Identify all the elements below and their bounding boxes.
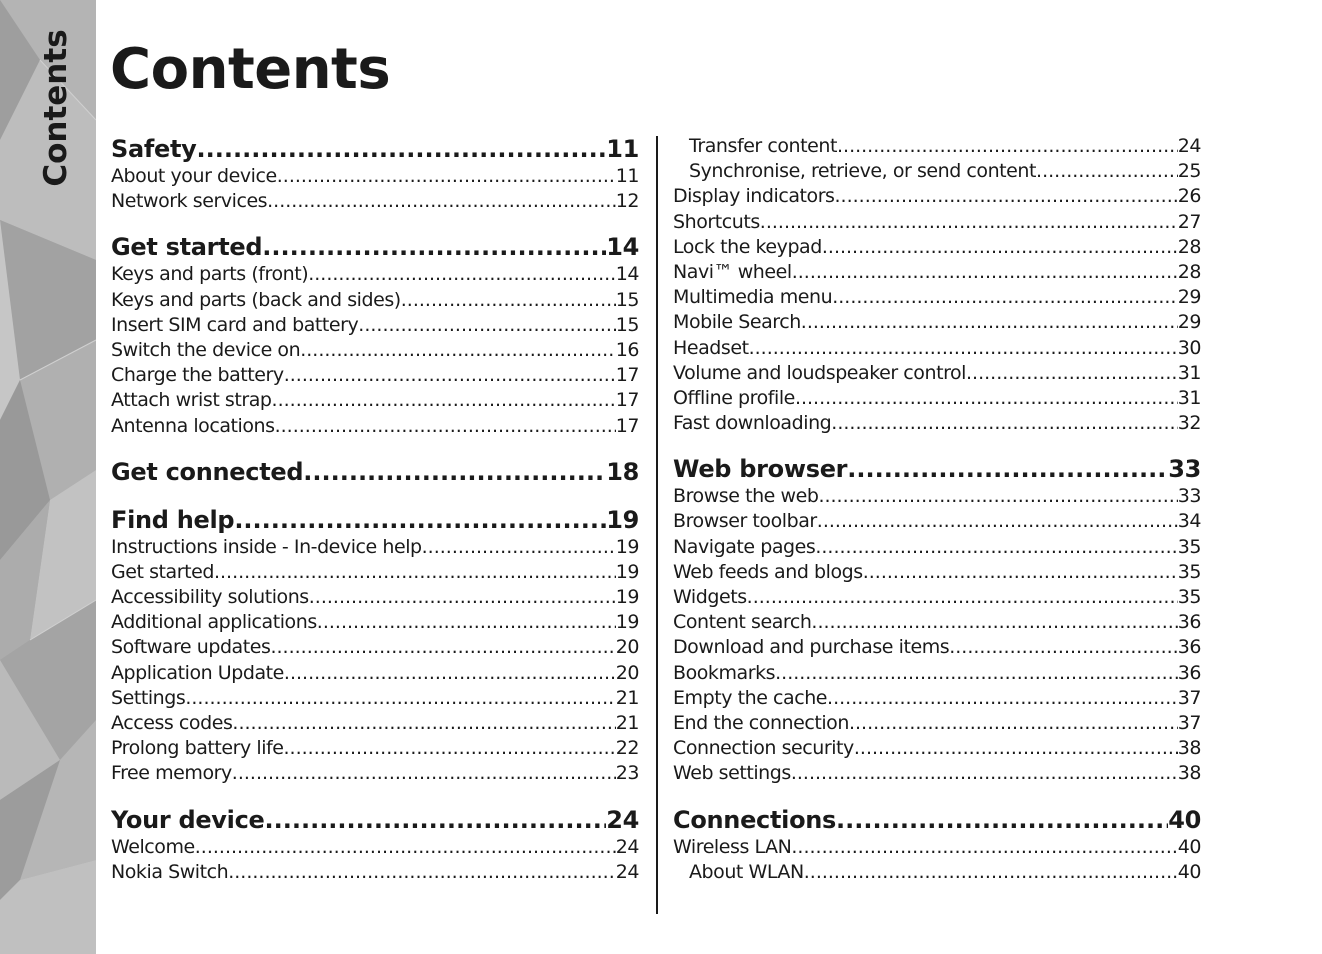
toc-item-entry [111, 262, 639, 287]
toc-dot-leader [422, 535, 616, 560]
toc-entry-title: Empty the cache [673, 686, 828, 709]
toc-section-entry [111, 134, 639, 164]
toc-entry-title: Software updates [111, 636, 271, 659]
toc-entry-title: Navi™ wheel [673, 260, 792, 283]
toc-page-number: 11 [606, 135, 639, 163]
toc-entry-title: Attach wrist strap [111, 389, 272, 412]
toc-entry-title: Content search [673, 611, 812, 634]
toc-item-entry [673, 484, 1201, 509]
toc-item-entry [111, 585, 639, 610]
toc-dot-leader [228, 860, 616, 885]
toc-page-number: 19 [615, 560, 639, 583]
toc-dot-leader [854, 736, 1178, 761]
toc-entry-title: Network services [111, 190, 268, 213]
toc-dot-leader [832, 285, 1178, 310]
toc-dot-leader [817, 509, 1178, 534]
toc-entry-title: Lock the keypad [673, 235, 822, 258]
toc-item-entry [111, 414, 639, 439]
toc-item-entry [673, 210, 1201, 235]
toc-page-number: 31 [1177, 361, 1201, 384]
toc-item-entry [673, 560, 1201, 585]
toc-item-entry [111, 338, 639, 363]
toc-entry-title: Additional applications [111, 611, 317, 634]
toc-entry-title: Wireless LAN [673, 835, 792, 858]
toc-dot-leader [214, 560, 616, 585]
toc-entry-title: Get started [111, 560, 214, 583]
toc-item-entry [673, 235, 1201, 260]
toc-entry-title: Volume and loudspeaker control [673, 361, 967, 384]
toc-entry-title: Free memory [111, 762, 232, 785]
toc-entry-title: Insert SIM card and battery [111, 313, 359, 336]
toc-dot-leader [837, 134, 1178, 159]
toc-entry-title: Display indicators [673, 185, 835, 208]
toc-dot-leader [284, 661, 616, 686]
toc-dot-leader [818, 484, 1177, 509]
toc-section-entry [673, 454, 1201, 484]
toc-dot-leader [863, 560, 1178, 585]
toc-entry-title: Prolong battery life [111, 737, 284, 760]
toc-dot-leader [234, 505, 606, 535]
toc-page-number: 26 [1177, 185, 1201, 208]
toc-dot-leader [801, 310, 1178, 335]
toc-page-number: 21 [615, 686, 639, 709]
toc-subitem-entry [673, 159, 1201, 184]
toc-dot-leader [262, 232, 606, 262]
toc-dot-leader [300, 338, 616, 363]
toc-page-number: 19 [615, 611, 639, 634]
toc-dot-leader [264, 805, 606, 835]
toc-page-number: 37 [1177, 711, 1201, 734]
toc-dot-leader [358, 313, 615, 338]
toc-entry-title: Synchronise, retrieve, or send content [689, 160, 1037, 183]
toc-column-left [111, 134, 639, 885]
toc-entry-title: Web feeds and blogs [673, 560, 863, 583]
toc-entry-title: Get connected [111, 457, 304, 486]
toc-page-number: 34 [1177, 510, 1201, 533]
toc-item-entry [111, 736, 639, 761]
toc-page-number: 32 [1177, 412, 1201, 435]
toc-item-entry [673, 386, 1201, 411]
toc-dot-leader [401, 288, 616, 313]
toc-page-number: 40 [1177, 860, 1201, 883]
toc-entry-title: About your device [111, 165, 277, 187]
toc-page-number: 36 [1177, 636, 1201, 659]
toc-entry-title: Widgets [673, 586, 747, 608]
toc-entry-title: About WLAN [689, 860, 804, 883]
toc-entry-title: Offline profile [673, 386, 795, 409]
toc-entry-title: Antenna locations [111, 414, 275, 437]
toc-dot-leader [232, 711, 615, 736]
toc-page-number: 24 [606, 805, 639, 834]
toc-entry-title: Bookmarks [673, 661, 776, 684]
toc-item-entry [673, 361, 1201, 386]
toc-entry-title: Browser toolbar [673, 510, 817, 533]
toc-page-number: 35 [1177, 586, 1201, 608]
toc-entry-title: Welcome [111, 835, 195, 858]
toc-dot-leader [195, 835, 616, 860]
toc-item-entry [111, 686, 639, 711]
toc-entry-title: Mobile Search [673, 311, 801, 334]
toc-dot-leader [277, 164, 616, 189]
toc-page-number: 29 [1177, 311, 1201, 334]
toc-entry-title: Accessibility solutions [111, 586, 309, 609]
toc-entry-title: Multimedia menu [673, 286, 833, 309]
toc-item-entry [673, 711, 1201, 736]
toc-dot-leader [284, 736, 616, 761]
toc-item-entry [111, 835, 639, 860]
toc-item-entry [111, 560, 639, 585]
toc-item-entry [111, 610, 639, 635]
toc-entry-title: Navigate pages [673, 535, 816, 558]
toc-page-number: 20 [615, 661, 639, 684]
toc-page-number: 12 [615, 190, 639, 213]
toc-item-entry [673, 835, 1201, 860]
toc-section-entry [111, 457, 639, 487]
toc-page-number: 29 [1177, 286, 1201, 309]
toc-entry-title: Shortcuts [673, 210, 760, 233]
toc-item-entry [673, 509, 1201, 534]
toc-entry-title: Web settings [673, 762, 791, 785]
toc-page-number: 28 [1177, 235, 1201, 258]
side-tab-label: Contents [38, 29, 74, 187]
toc-dot-leader [775, 661, 1178, 686]
toc-entry-title: Nokia Switch [111, 860, 229, 883]
toc-page-number: 17 [615, 364, 639, 387]
toc-page-number: 33 [1177, 485, 1201, 508]
toc-page-number: 38 [1177, 762, 1201, 785]
toc-page-number: 17 [615, 389, 639, 412]
toc-dot-leader [272, 388, 616, 413]
toc-dot-leader [1036, 159, 1178, 184]
toc-entry-title: Your device [111, 805, 265, 834]
toc-entry-title: Get started [111, 233, 263, 262]
toc-dot-leader [847, 454, 1168, 484]
toc-item-entry [673, 635, 1201, 660]
toc-page-number: 28 [1177, 260, 1201, 283]
toc-dot-leader [749, 336, 1178, 361]
toc-page-number: 40 [1168, 805, 1201, 834]
toc-item-entry [673, 184, 1201, 209]
toc-dot-leader [827, 686, 1178, 711]
toc-page-number: 36 [1177, 661, 1201, 684]
toc-dot-leader [966, 361, 1178, 386]
toc-dot-leader [795, 386, 1178, 411]
toc-entry-title: Connections [673, 805, 837, 834]
toc-page-number: 14 [606, 233, 639, 262]
toc-item-entry [111, 635, 639, 660]
toc-dot-leader [275, 414, 616, 439]
toc-item-entry [111, 164, 639, 189]
side-tab [0, 0, 96, 954]
toc-section-entry [111, 805, 639, 835]
toc-entry-title: Switch the device on [111, 338, 301, 361]
toc-subitem-entry [673, 134, 1201, 159]
toc-dot-leader [308, 262, 616, 287]
toc-item-entry [673, 761, 1201, 786]
toc-dot-leader [197, 134, 607, 164]
toc-page-number: 24 [1177, 135, 1201, 157]
toc-page-number: 35 [1177, 560, 1201, 583]
toc-item-entry [111, 761, 639, 786]
toc-dot-leader [815, 535, 1177, 560]
toc-entry-title: Connection security [673, 737, 854, 760]
toc-entry-title: Safety [111, 135, 197, 163]
toc-item-entry [673, 336, 1201, 361]
toc-entry-title: Fast downloading [673, 412, 832, 435]
toc-item-entry [111, 711, 639, 736]
toc-item-entry [673, 610, 1201, 635]
toc-page-number: 31 [1177, 386, 1201, 409]
toc-dot-leader [804, 860, 1178, 885]
toc-item-entry [111, 535, 639, 560]
toc-entry-title: End the connection [673, 711, 849, 734]
toc-page-number: 24 [615, 835, 639, 858]
toc-dot-leader [760, 210, 1178, 235]
toc-dot-leader [303, 457, 606, 487]
toc-dot-leader [317, 610, 616, 635]
toc-page-number: 25 [1177, 160, 1201, 183]
toc-page-number: 30 [1177, 336, 1201, 359]
toc-item-entry [673, 736, 1201, 761]
toc-page-number: 15 [615, 313, 639, 336]
toc-entry-title: Transfer content [689, 135, 837, 157]
toc-dot-leader [791, 761, 1178, 786]
toc-item-entry [673, 411, 1201, 436]
toc-dot-leader [267, 189, 616, 214]
toc-dot-leader [185, 686, 615, 711]
toc-item-entry [673, 285, 1201, 310]
toc-dot-leader [831, 411, 1177, 436]
toc-page-number: 37 [1177, 686, 1201, 709]
toc-item-entry [673, 310, 1201, 335]
toc-item-entry [111, 860, 639, 885]
toc-page-number: 20 [615, 636, 639, 659]
toc-page-number: 18 [606, 457, 639, 486]
toc-item-entry [111, 661, 639, 686]
toc-item-entry [111, 189, 639, 214]
toc-entry-title: Find help [111, 505, 235, 534]
toc-item-entry [673, 686, 1201, 711]
toc-dot-leader [835, 184, 1178, 209]
toc-entry-title: Charge the battery [111, 364, 284, 387]
toc-page-number: 22 [615, 737, 639, 760]
toc-page-number: 23 [615, 762, 639, 785]
toc-item-entry [673, 661, 1201, 686]
toc-page-number: 40 [1177, 835, 1201, 858]
toc-page-number: 17 [615, 414, 639, 437]
toc-dot-leader [232, 761, 616, 786]
toc-column-right [673, 134, 1201, 885]
toc-page-number: 36 [1177, 611, 1201, 634]
toc-page-number: 11 [615, 165, 639, 187]
toc-dot-leader [284, 363, 616, 388]
toc-dot-leader [270, 635, 615, 660]
toc-dot-leader [309, 585, 616, 610]
toc-section-entry [111, 232, 639, 262]
toc-page-number: 27 [1177, 210, 1201, 233]
toc-entry-title: Access codes [111, 712, 233, 734]
toc-item-entry [673, 585, 1201, 610]
toc-entry-title: Download and purchase items [673, 636, 950, 659]
toc-page-number: 35 [1177, 535, 1201, 558]
toc-page-number: 33 [1168, 455, 1201, 484]
toc-section-entry [673, 805, 1201, 835]
toc-item-entry [111, 388, 639, 413]
toc-page-number: 19 [606, 505, 639, 534]
toc-page-number: 38 [1177, 737, 1201, 760]
toc-page-number: 15 [615, 288, 639, 311]
toc-subitem-entry [673, 860, 1201, 885]
toc-item-entry [111, 363, 639, 388]
toc-dot-leader [747, 585, 1178, 610]
toc-item-entry [673, 535, 1201, 560]
toc-item-entry [111, 313, 639, 338]
toc-section-entry [111, 505, 639, 535]
toc-dot-leader [822, 235, 1178, 260]
toc-page-number: 24 [615, 860, 639, 883]
toc-entry-title: Instructions inside - In-device help [111, 535, 422, 558]
toc-page-number: 19 [615, 586, 639, 609]
toc-dot-leader [849, 711, 1178, 736]
toc-entry-title: Application Update [111, 661, 284, 684]
toc-item-entry [111, 288, 639, 313]
toc-dot-leader [836, 805, 1168, 835]
toc-page-number: 14 [615, 263, 639, 286]
toc-page-number: 21 [615, 712, 639, 734]
toc-entry-title: Keys and parts (front) [111, 263, 309, 286]
toc-item-entry [673, 260, 1201, 285]
toc-entry-title: Web browser [673, 455, 848, 484]
toc-entry-title: Headset [673, 336, 749, 359]
toc-entry-title: Browse the web [673, 485, 819, 508]
toc-dot-leader [792, 260, 1178, 285]
toc-dot-leader [949, 635, 1178, 660]
column-divider [656, 136, 658, 914]
toc-entry-title: Keys and parts (back and sides) [111, 288, 401, 311]
toc-page-number: 19 [615, 535, 639, 558]
toc-dot-leader [791, 835, 1177, 860]
toc-dot-leader [811, 610, 1177, 635]
toc-entry-title: Settings [111, 686, 186, 709]
page-title: Contents [110, 37, 391, 102]
toc-page-number: 16 [615, 338, 639, 361]
